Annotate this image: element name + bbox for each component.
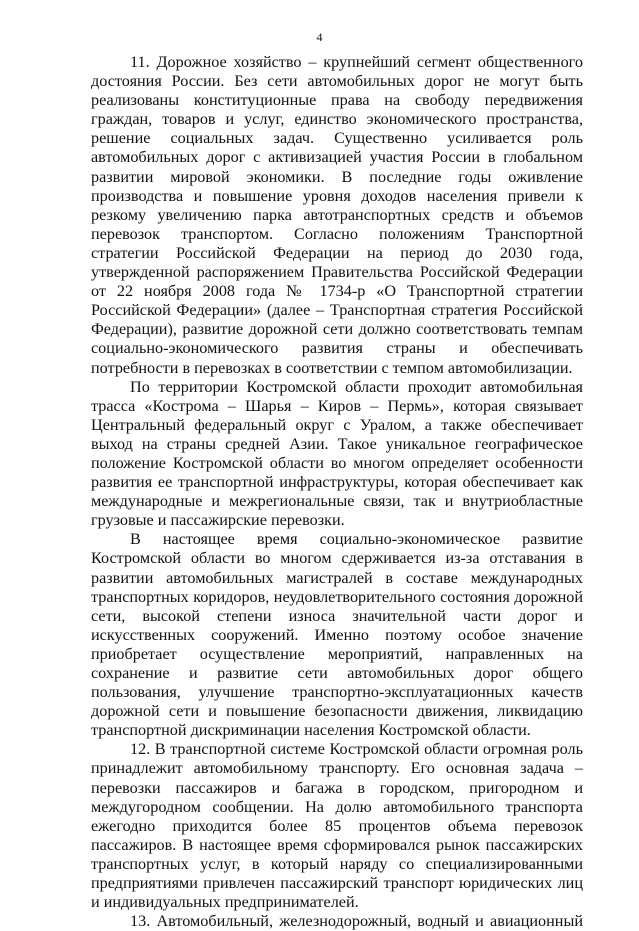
page-number: 4 [316, 30, 323, 44]
paragraph-development-constraints: В настоящее время социально-экономическое развитие Костромской области во многом сдерживается из-за отставания в развитии автомобильных магистралей в составе международных транспортных коридоров, неудовлетворительного состояния дорожной сети, высокой степени износа значительной части дорог и искусственных сооружений. Именно поэтому особое значение приобретает осуществление мероприятий, направленных на сохранение и развитие сети автомобильных дорог общего пользования, улучшение транспортно-эксплуатационных качеств дорожной сети и повышение безопасности движения, ликвидацию транспортной дискриминации населения Костромской области. [91, 530, 583, 740]
paragraph-road-economy: 11. Дорожное хозяйство – крупнейший сегмент общественного достояния России. Без сети автомобильных дорог не могут быть реализованы конституционные права на свободу передвижения граждан, товаров и услуг, единство экономического пространства, решение социальных задач. Существенно усиливается роль автомобильных дорог с активизацией участия России в глобальном развитии мировой экономики. В последние годы оживление производства и повышение уровня доходов населения привели к резкому увеличению парка автотранспортных средств и объемов перевозок транспортом. Согласно положениям Транспортной стратегии Российской Федерации на период до 2030 года, утвержденной распоряжением Правительства Российской Федерации от 22 ноября 2008 года № 1734-р «О Транспортной стратегии Российской Федерации» (далее – Транспортная стратегия Российской Федерации), развитие дорожной сети должно соответствовать темпам социально-экономического развития страны и обеспечивать потребности в перевозках в соответствии с темпом автомобилизации. [91, 53, 583, 377]
document-body [91, 53, 583, 931]
paragraph-road-transport-role: 12. В транспортной системе Костромской области огромная роль принадлежит автомобильному транспорту. Его основная задача – перевозки пассажиров и багажа в городском, пригородном и междугородном сообщении. На долю автомобильного транспорта ежегодно приходится более 85 процентов объема перевозок пассажиров. В настоящее время сформировался рынок пассажирских транспортных услуг, в который наряду со специализированными предприятиями привлечен пассажирский транспорт юридических лиц и индивидуальных предпринимателей. [91, 740, 583, 912]
paragraph-transport-types: 13. Автомобильный, железнодорожный, водный и авиационный [130, 912, 583, 931]
paragraph-kostroma-highway: По территории Костромской области проходит автомобильная трасса «Кострома – Шарья – Киров – Пермь», которая связывает Центральный федеральный округ с Уралом, а также обеспечивает выход на страны средней Азии. Такое уникальное географическое положение Костромской области во многом определяет особенности развития ее транспортной инфраструктуры, которая обеспечивает как международные и межрегиональные связи, так и внутриобластные грузовые и пассажирские перевозки. [91, 377, 583, 530]
